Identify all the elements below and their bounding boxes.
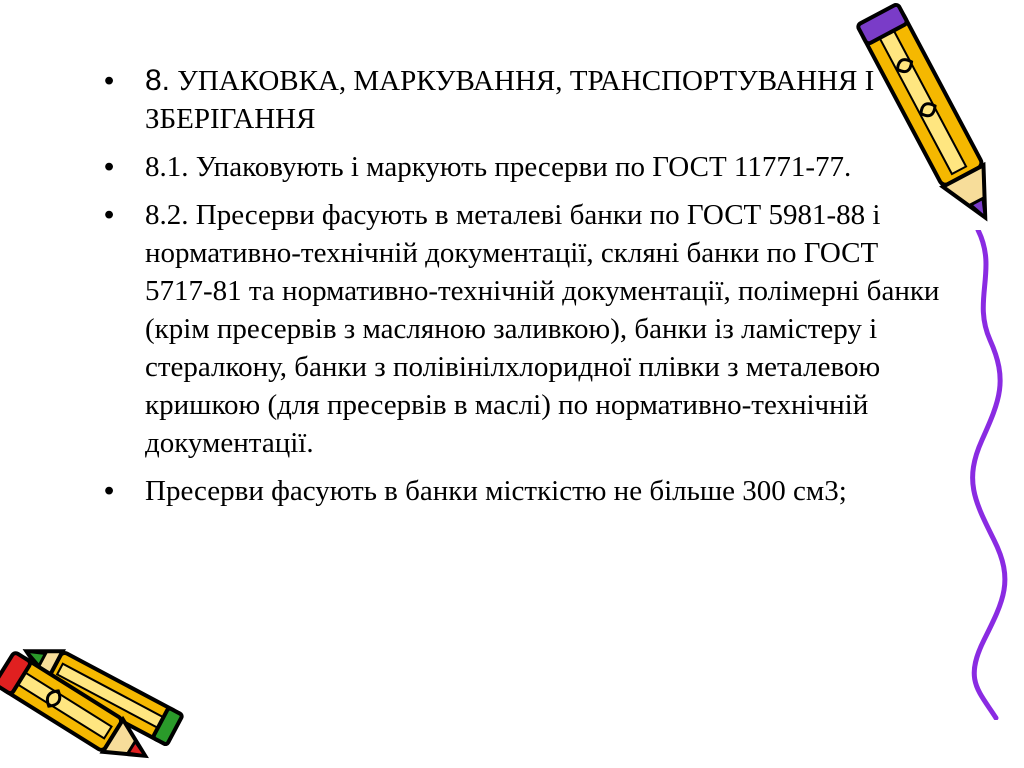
- section-number: 8.: [145, 64, 171, 97]
- list-item: [100, 148, 950, 186]
- bullet-marker: •: [104, 151, 115, 183]
- list-item: [100, 472, 950, 510]
- list-item: [100, 62, 950, 138]
- list-item-text: Пресерви фасують в банки місткістю не більше 300 см3;: [145, 475, 847, 507]
- bullet-marker: •: [104, 65, 115, 97]
- list-item-text: 8.2. Пресерви фасують в металеві банки по ГОСТ 5981-88 і нормативно-технічній документації, скляні банки по ГОСТ 5717-81 та нормативно-технічній документації, полімерні банки (крім пресервів з масляною заливкою), банки із ламістеру і стералкону, банки з полівінілхлоридної плівки з металевою кришкою (для пресервів в маслі) по нормативно-технічній документації.: [145, 199, 940, 459]
- bullet-list: [100, 62, 950, 520]
- wavy-line-icon: [970, 230, 1010, 720]
- bullet-marker: •: [104, 199, 115, 231]
- list-item: [100, 196, 950, 462]
- bullet-marker: •: [104, 475, 115, 507]
- pencils-icon: [0, 610, 200, 768]
- list-item-text: 8.1. Упаковують і маркують пресерви по ГОСТ 11771-77.: [145, 151, 852, 183]
- section-heading: УПАКОВКА, МАРКУВАННЯ, ТРАНСПОРТУВАННЯ І ЗБЕРІГАННЯ: [145, 65, 875, 135]
